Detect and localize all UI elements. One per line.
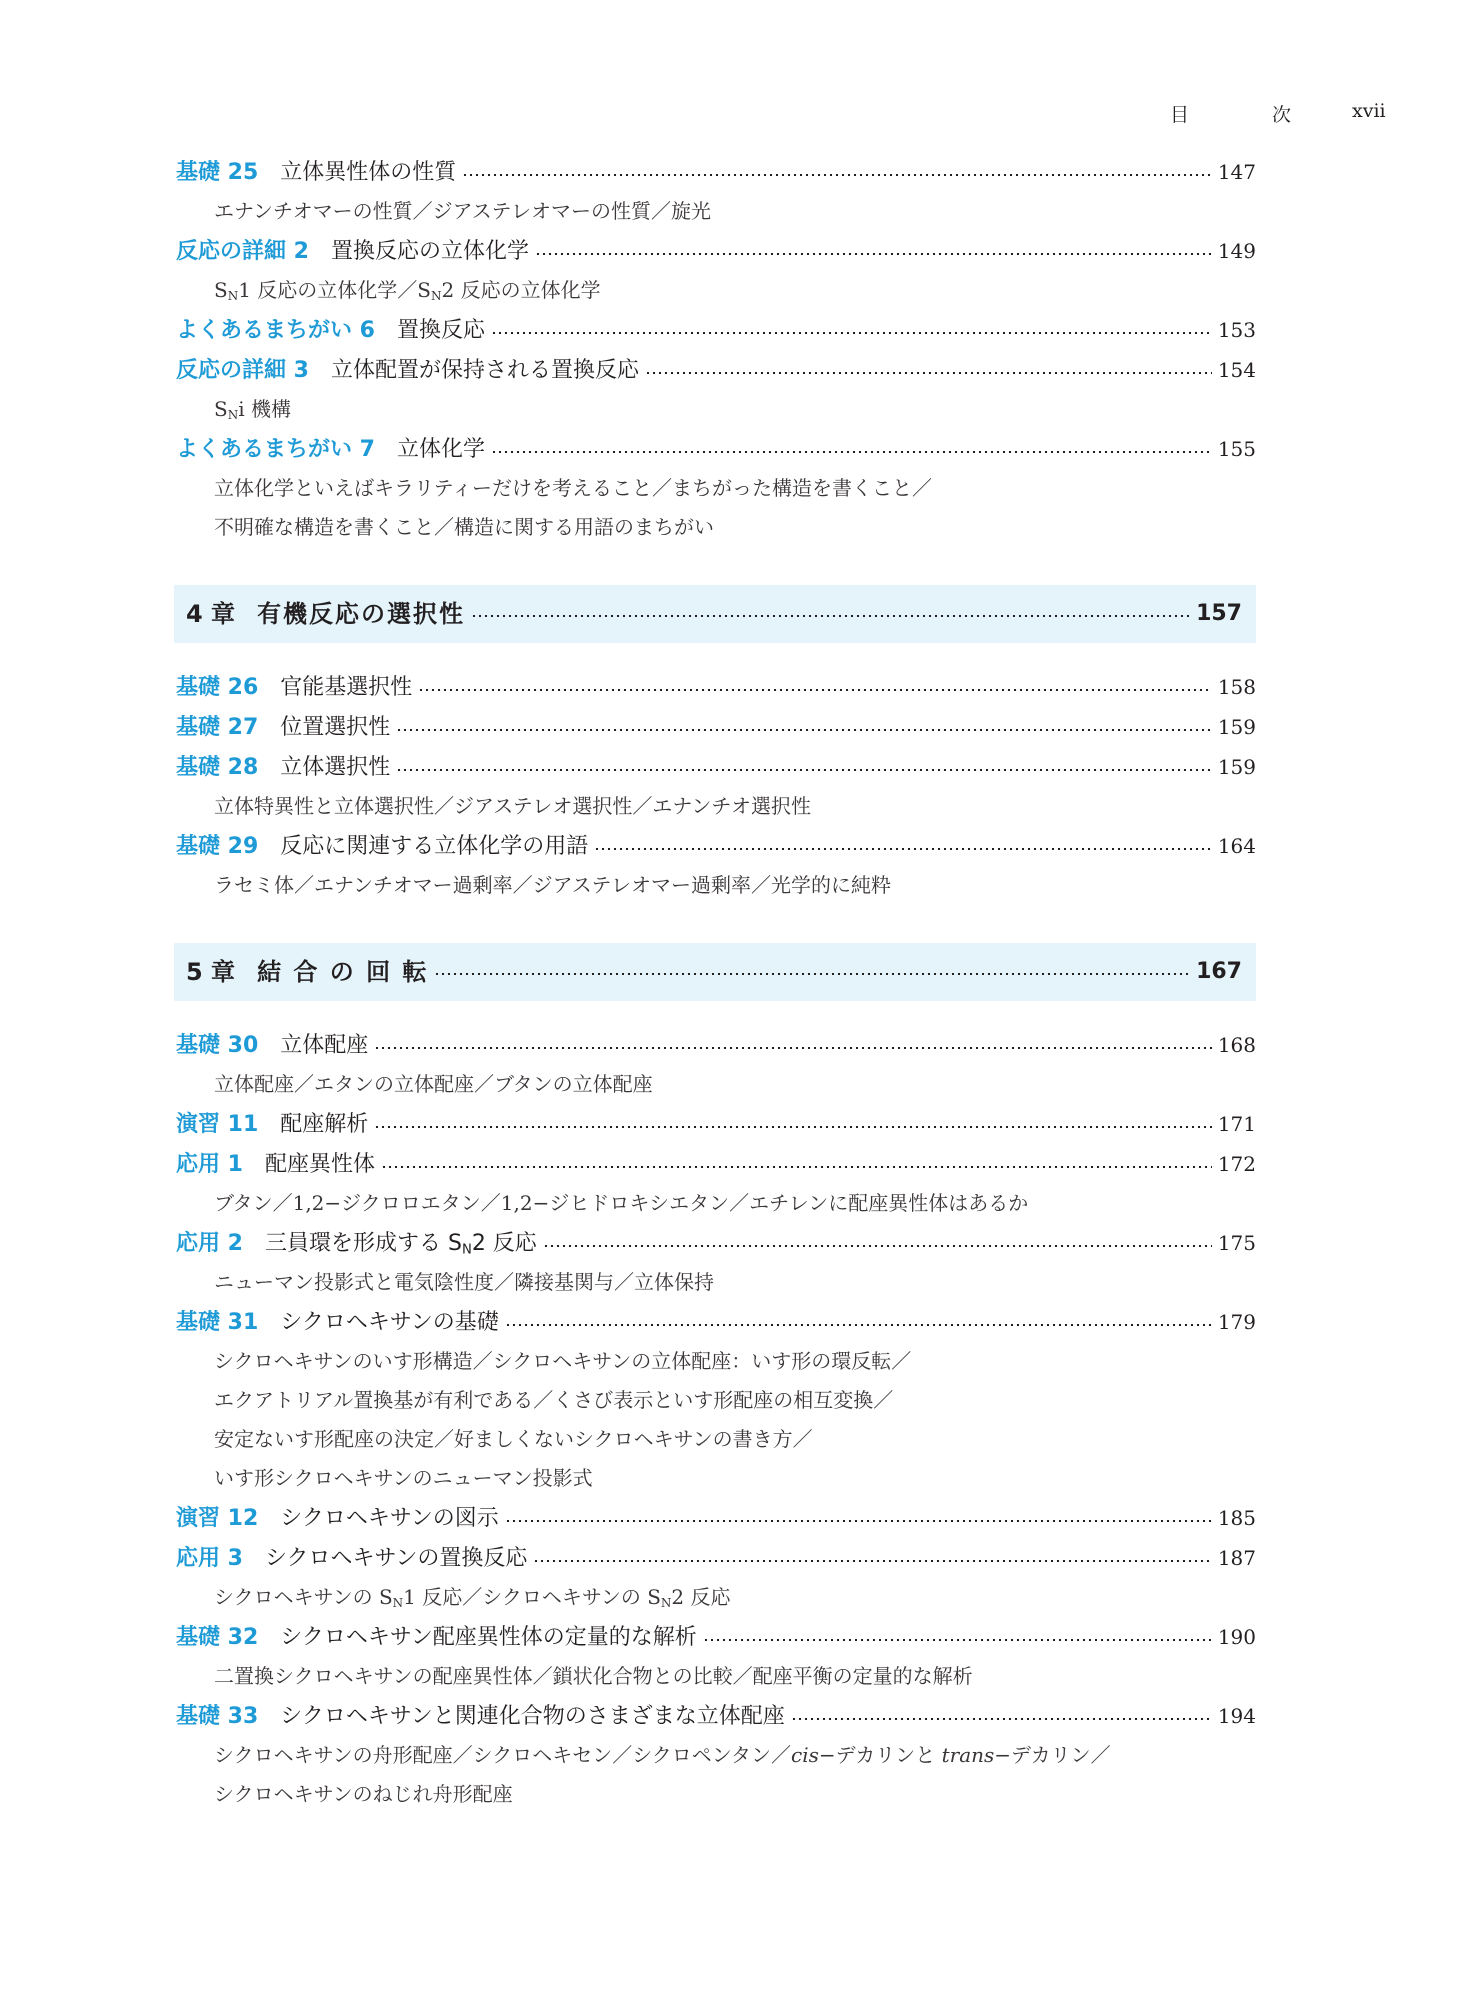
entry-title: 立体配置が保持される置換反応	[330, 358, 639, 383]
dot-leader	[396, 769, 1212, 771]
entry-title: 立体異性体の性質	[280, 160, 457, 185]
toc-entry[interactable]	[176, 667, 1256, 707]
entry-title: シクロヘキサンと関連化合物のさまざまな立体配座	[280, 1704, 785, 1729]
toc-entry[interactable]	[176, 1617, 1256, 1657]
entry-label: 応用 1	[176, 1152, 243, 1177]
entry-subtopics: ブタン／1,2−ジクロロエタン／1,2−ジヒドロキシエタン／エチレンに配座異性体はあるか	[214, 1191, 1029, 1215]
entry-page: 190	[1217, 1625, 1256, 1649]
entry-subtopics: $S_N1$ 反応の立体化学$/S_N2$ 反応の立体化学	[214, 278, 601, 303]
entry-page: 158	[1217, 675, 1256, 699]
entry-label: 基礎 33	[176, 1704, 259, 1729]
entry-label: 基礎 25	[176, 160, 259, 185]
entry-label: 基礎 32	[176, 1625, 259, 1650]
entry-subtopics: $S_Ni$ 機構	[214, 397, 291, 422]
entry-subtopics: エナンチオマーの性質／ジアステレオマーの性質／旋光	[214, 199, 711, 223]
toc-entry[interactable]	[176, 1025, 1256, 1065]
toc-entry[interactable]	[176, 231, 1256, 271]
entry-title: シクロヘキサンの置換反応	[264, 1546, 528, 1571]
toc-entry[interactable]	[176, 152, 1256, 192]
entry-label: 基礎 31	[176, 1310, 259, 1335]
dot-leader	[374, 1126, 1212, 1128]
dot-leader	[505, 1324, 1212, 1326]
dot-leader	[491, 451, 1212, 453]
chapter-label: 4 章	[186, 600, 236, 628]
entry-title: シクロヘキサンの図示	[280, 1506, 499, 1531]
entry-label: 応用 2	[176, 1231, 243, 1256]
entry-subtopics: 二置換シクロヘキサンの配座異性体／鎖状化合物との比較／配座平衡の定量的な解析	[214, 1664, 973, 1688]
toc-entry[interactable]	[176, 1538, 1256, 1578]
entry-page: 179	[1217, 1310, 1256, 1334]
entry-page: 171	[1217, 1112, 1256, 1136]
entry-title: 置換反応の立体化学	[330, 239, 529, 264]
dot-leader	[471, 615, 1190, 617]
entry-label: 基礎 27	[176, 715, 259, 740]
entry-page: 164	[1217, 834, 1256, 858]
chapter-title: 結 合 の 回 転	[257, 958, 429, 986]
entry-title: 立体配座	[280, 1033, 369, 1058]
entry-label: 反応の詳細 2	[176, 239, 309, 264]
chapter-title: 有機反応の選択性	[257, 600, 466, 628]
chapter-label: 5 章	[186, 958, 236, 986]
entry-subtopics: シクロヘキサンのねじれ舟形配座	[214, 1782, 513, 1806]
entry-page: 187	[1217, 1546, 1256, 1570]
entry-subtopics: 不明確な構造を書くこと／構造に関する用語のまちがい	[214, 515, 714, 539]
entry-page: 175	[1217, 1231, 1256, 1255]
entry-label: 基礎 30	[176, 1033, 259, 1058]
entry-page: 168	[1217, 1033, 1256, 1057]
toc-entry[interactable]	[176, 1104, 1256, 1144]
entry-page: 185	[1217, 1506, 1256, 1530]
entry-label: 演習 11	[176, 1112, 259, 1137]
entry-title: 位置選択性	[280, 715, 391, 740]
toc-entry[interactable]	[176, 707, 1256, 747]
entry-label: 応用 3	[176, 1546, 243, 1571]
toc-entry[interactable]	[176, 1223, 1256, 1263]
entry-label: 演習 12	[176, 1506, 259, 1531]
entry-title: 配座異性体	[264, 1152, 375, 1177]
entry-subtopics: 立体配座／エタンの立体配座／ブタンの立体配座	[214, 1072, 653, 1096]
entry-subtopics: シクロヘキサンの $S_N1$ 反応／シクロヘキサンの $S_N2$ 反応	[214, 1585, 731, 1610]
toc-entry[interactable]	[176, 826, 1256, 866]
toc-entry[interactable]	[176, 350, 1256, 390]
entry-page: 172	[1217, 1152, 1256, 1176]
dot-leader	[381, 1166, 1212, 1168]
toc-entry[interactable]	[176, 310, 1256, 350]
entry-page: 149	[1217, 239, 1256, 263]
chapter-page: 157	[1196, 601, 1242, 626]
entry-label: 基礎 29	[176, 834, 259, 859]
dot-leader	[645, 372, 1212, 374]
entry-label: 反応の詳細 3	[176, 358, 309, 383]
dot-leader	[396, 729, 1212, 731]
dot-leader	[462, 174, 1212, 176]
dot-leader	[594, 848, 1212, 850]
entry-subtopics: シクロヘキサンの舟形配座／シクロヘキセン／シクロペンタン／cis−デカリンと trans−デカリン／	[214, 1743, 1111, 1767]
toc-entry[interactable]	[176, 1144, 1256, 1184]
entry-title: 配座解析	[280, 1112, 369, 1137]
entry-page: 155	[1217, 437, 1256, 461]
entry-page: 154	[1217, 358, 1256, 382]
entry-subtopics: 立体化学といえばキラリティーだけを考えること／まちがった構造を書くこと／	[214, 476, 932, 500]
dot-leader	[505, 1520, 1212, 1522]
entry-title: 反応に関連する立体化学の用語	[280, 834, 589, 859]
dot-leader	[418, 689, 1212, 691]
chapter-heading-5[interactable]	[174, 943, 1256, 1001]
entry-title: 三員環を形成する $S_N2$ 反応	[264, 1231, 537, 1258]
entry-label: よくあるまちがい 7	[176, 437, 375, 462]
entry-subtopics: 安定ないす形配座の決定／好ましくないシクロヘキサンの書き方／	[214, 1427, 813, 1451]
entry-page: 159	[1217, 755, 1256, 779]
dot-leader	[791, 1718, 1212, 1720]
dot-leader	[374, 1047, 1212, 1049]
entry-page: 159	[1217, 715, 1256, 739]
entry-subtopics: エクアトリアル置換基が有利である／くさび表示といす形配座の相互変換／	[214, 1388, 894, 1412]
entry-subtopics: 立体特異性と立体選択性／ジアステレオ選択性／エナンチオ選択性	[214, 794, 811, 818]
chapter-heading-4[interactable]	[174, 585, 1256, 643]
entry-title: 置換反応	[396, 318, 485, 343]
entry-title: シクロヘキサン配座異性体の定量的な解析	[280, 1625, 697, 1650]
entry-title: シクロヘキサンの基礎	[280, 1310, 499, 1335]
entry-page: 147	[1217, 160, 1256, 184]
toc-entry[interactable]	[176, 429, 1256, 469]
running-head	[1170, 100, 1392, 130]
entry-page: 153	[1217, 318, 1256, 342]
entry-label: 基礎 28	[176, 755, 259, 780]
entry-label: よくあるまちがい 6	[176, 318, 375, 343]
dot-leader	[543, 1245, 1212, 1247]
entry-subtopics: シクロヘキサンのいす形構造／シクロヘキサンの立体配座：いす形の環反転／	[214, 1349, 912, 1373]
running-head-title-2: 次	[1272, 104, 1292, 126]
entry-title: 立体化学	[396, 437, 485, 462]
entry-title: 立体選択性	[280, 755, 391, 780]
entry-subtopics: いす形シクロヘキサンのニューマン投影式	[214, 1466, 593, 1490]
dot-leader	[703, 1639, 1212, 1641]
page-number: xvii	[1352, 100, 1386, 122]
dot-leader	[533, 1560, 1211, 1562]
entry-title: 官能基選択性	[280, 675, 413, 700]
chapter-page: 167	[1196, 959, 1242, 984]
running-head-title-1: 目	[1170, 104, 1190, 126]
toc-entry[interactable]	[176, 1302, 1256, 1342]
entry-subtopics: ニューマン投影式と電気陰性度／隣接基関与／立体保持	[214, 1270, 714, 1294]
entry-subtopics: ラセミ体／エナンチオマー過剰率／ジアステレオマー過剰率／光学的に純粋	[214, 873, 891, 897]
toc-entry[interactable]	[176, 1498, 1256, 1538]
dot-leader	[535, 253, 1212, 255]
entry-page: 194	[1217, 1704, 1256, 1728]
toc-entry[interactable]	[176, 747, 1256, 787]
dot-leader	[491, 332, 1212, 334]
entry-label: 基礎 26	[176, 675, 259, 700]
dot-leader	[434, 973, 1190, 975]
table-of-contents	[176, 152, 1256, 1814]
toc-entry[interactable]	[176, 1696, 1256, 1736]
